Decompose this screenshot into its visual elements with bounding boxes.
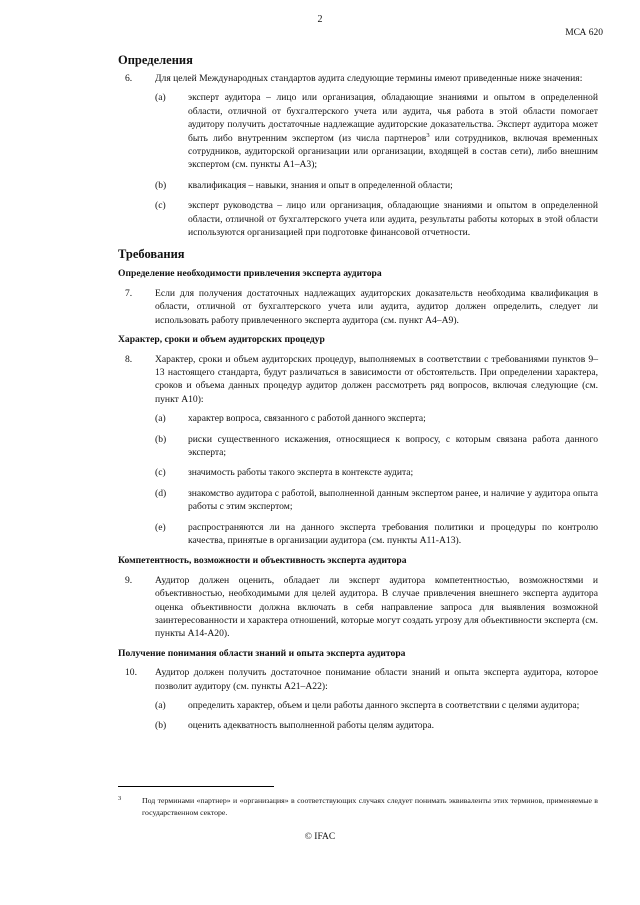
page-number: 2 (317, 14, 323, 25)
footnote-text: Под терминами «партнер» и «организация» в соответствующих случаях следует понимать эквиваленты этих терминов, применяемые в государственном секторе. (142, 796, 598, 817)
list-item-b (155, 179, 598, 192)
list-item-a (155, 699, 598, 712)
item-text: эксперт аудитора – лицо или организация, обладающие знаниями и опытом в определенной области, отличной от бухгалтерского учета или аудита, чья работа в этой области помогает аудитору получить достаточные надлежащие аудиторские доказательства. Эксперт аудитора может быть либо внутренним экспертом (из числа партнеров (188, 92, 598, 144)
footnote (118, 795, 598, 819)
paragraph-10 (118, 666, 598, 693)
paragraph-text: Если для получения достаточных надлежащих аудиторских доказательств необходима квалификация в области, отличной от бухгалтерского учета или аудита, аудитор должен определить, следует ли использовать работу привлеченного эксперта аудитора (см. пункт А4–А9). (155, 287, 598, 326)
paragraph-number: 8. (125, 353, 133, 365)
item-label: (a) (155, 92, 166, 104)
page-footer: © IFAC (304, 832, 336, 842)
item-text: характер вопроса, связанного с работой данного эксперта; (188, 413, 426, 425)
paragraph-8-items (118, 412, 598, 547)
paragraph-6-items (118, 91, 598, 239)
footnote-number: 3 (118, 795, 122, 802)
list-item-d (155, 487, 598, 514)
item-text: риски существенного искажения, относящиеся к вопросу, с которым связана работа данного эксперта; (188, 433, 598, 458)
item-label: (b) (155, 433, 167, 445)
paragraph-number: 7. (125, 287, 133, 299)
paragraph-number: 10. (125, 667, 137, 679)
item-label: (b) (155, 720, 167, 732)
section-title-definitions: Определения (118, 53, 193, 67)
footnote-divider (118, 786, 274, 787)
item-label: (a) (155, 700, 166, 712)
item-label: (a) (155, 413, 166, 425)
item-text: распространяются ли на данного эксперта требования политики и процедуры по контролю качества, принятые в организации аудитора (см. пункты А11-А13). (188, 521, 598, 546)
item-text: определить характер, объем и цели работы данного эксперта в соответствии с целями аудитора; (188, 700, 580, 712)
page-content (118, 52, 598, 740)
item-label: (b) (155, 179, 167, 191)
paragraph-text: Аудитор должен получить достаточное понимание области знаний и опыта эксперта аудитора, которое позволит аудитору (см. пункты А21–А22): (155, 667, 598, 692)
item-text: оценить адекватность выполненной работы целям аудитора. (188, 720, 435, 732)
item-text-continued: или сотрудников, включая временных сотрудников, аудиторской организации или организации, входящей в состав сети), либо внешним экспертом (см. пункты А1–А3); (188, 132, 598, 171)
section-title-requirements: Требования (118, 247, 185, 262)
item-text: эксперт руководства – лицо или организация, обладающие знаниями и опытом в определенной области, отличной от бухгалтерского учета или аудита, результаты работы которых в этой области используются организацией при подготовке финансовой отчетности. (188, 200, 598, 239)
list-item-b (155, 719, 598, 732)
list-item-a (155, 91, 598, 171)
item-text: квалификация – навыки, знания и опыт в определенной области; (188, 179, 453, 191)
paragraph-text: Аудитор должен оценить, обладает ли эксперт аудитора компетентностью, возможностями и объективностью, необходимыми для целей аудитора. В случае привлечения внешнего эксперта аудитора оценка объективности должна включать в себя направление запроса для выявления возможной заинтересованности и характера отношений, которые могут создать угрозу для объективности эксперта (см. пункты А14-А20). (155, 574, 598, 640)
document-code: МСА 620 (565, 28, 603, 38)
subheading-competence: Компетентность, возможности и объективность эксперта аудитора (118, 555, 407, 567)
paragraph-7 (118, 287, 598, 327)
subheading-understanding: Получение понимания области знаний и опыта эксперта аудитора (118, 647, 406, 659)
list-item-a (155, 412, 598, 425)
item-label: (c) (155, 467, 166, 479)
item-label: (d) (155, 487, 167, 499)
subheading-need-for-expert: Определение необходимости привлечения эксперта аудитора (118, 268, 382, 280)
item-text: значимость работы такого эксперта в контексте аудита; (188, 467, 414, 479)
paragraph-10-items (118, 699, 598, 733)
paragraph-number: 6. (125, 73, 133, 84)
paragraph-6 (118, 72, 598, 85)
paragraph-number: 9. (125, 574, 133, 586)
list-item-c (155, 199, 598, 239)
paragraph-8 (118, 353, 598, 407)
paragraph-text: Характер, сроки и объем аудиторских процедур, выполняемых в соответствии с требованиями пунктов 9–13 настоящего стандарта, будут различаться в зависимости от обстоятельств. При определении характера, сроков и объема данных процедур аудитор должен рассмотреть ряд вопросов, включая следующие (см. пункт А10): (155, 353, 598, 405)
list-item-c (155, 466, 598, 479)
list-item-b (155, 433, 598, 460)
subheading-nature-timing-extent: Характер, сроки и объем аудиторских процедур (118, 334, 325, 346)
footnote-ref: 3 (426, 131, 430, 139)
paragraph-text: Для целей Международных стандартов аудита следующие термины имеют приведенные ниже значения: (155, 73, 583, 84)
item-text: знакомство аудитора с работой, выполненной данным экспертом ранее, и наличие у аудитора опыта работы с этим экспертом; (188, 487, 598, 513)
item-label: (e) (155, 521, 166, 533)
item-label: (c) (155, 200, 166, 212)
paragraph-9 (118, 574, 598, 641)
list-item-e (155, 521, 598, 548)
